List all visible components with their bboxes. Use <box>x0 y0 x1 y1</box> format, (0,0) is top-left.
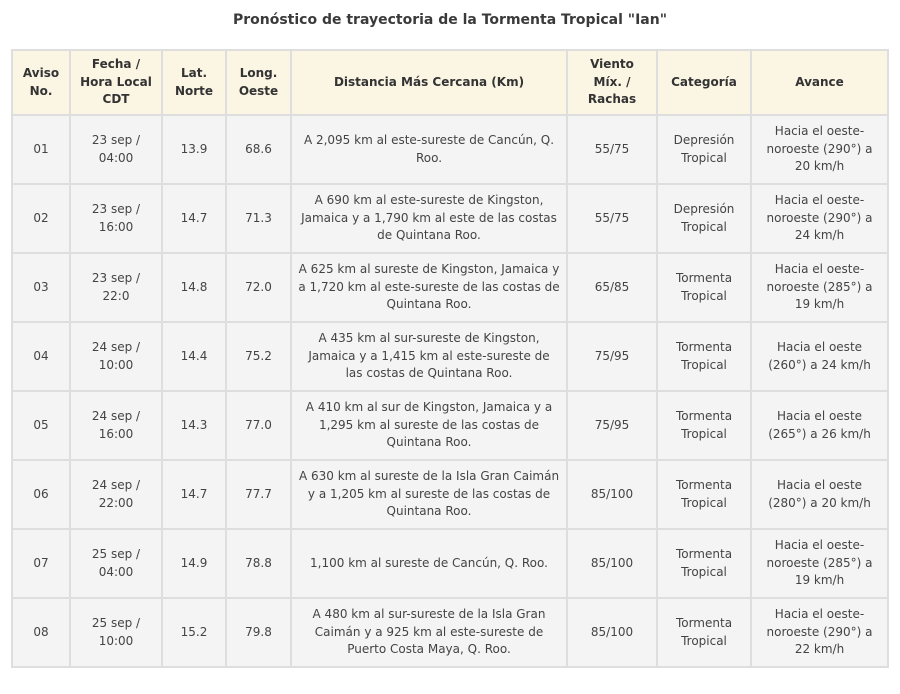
cell-fecha: 24 sep / 16:00 <box>70 391 162 460</box>
table-row <box>12 460 888 529</box>
cell-distancia: A 630 km al sureste de la Isla Gran Caimán y a 1,205 km al sureste de las costas de Quintana Roo. <box>291 460 567 529</box>
cell-viento: 75/95 <box>567 391 657 460</box>
cell-distancia: A 690 km al este-sureste de Kingston, Jamaica y a 1,790 km al este de las costas de Quintana Roo. <box>291 184 567 253</box>
cell-categoria: Tormenta Tropical <box>657 253 751 322</box>
cell-fecha: 25 sep / 04:00 <box>70 529 162 598</box>
page-title: Pronóstico de trayectoria de la Tormenta Tropical "Ian" <box>232 12 667 28</box>
cell-lat: 14.9 <box>162 529 226 598</box>
cell-categoria: Tormenta Tropical <box>657 529 751 598</box>
table-header <box>12 50 888 115</box>
cell-fecha: 23 sep / 22:0 <box>70 253 162 322</box>
cell-distancia: A 625 km al sureste de Kingston, Jamaica y a 1,720 km al este-sureste de las costas de Quintana Roo. <box>291 253 567 322</box>
cell-viento: 55/75 <box>567 115 657 184</box>
cell-distancia: A 2,095 km al este-sureste de Cancún, Q. Roo. <box>291 115 567 184</box>
cell-fecha: 24 sep / 10:00 <box>70 322 162 391</box>
cell-long: 77.0 <box>226 391 291 460</box>
cell-long: 71.3 <box>226 184 291 253</box>
cell-distancia: 1,100 km al sureste de Cancún, Q. Roo. <box>291 529 567 598</box>
cell-aviso: 07 <box>12 529 70 598</box>
cell-avance: Hacia el oeste (260°) a 24 km/h <box>751 322 888 391</box>
cell-avance: Hacia el oeste-noroeste (285°) a 19 km/h <box>751 253 888 322</box>
header-categoria: Categoría <box>657 50 751 115</box>
table-row <box>12 115 888 184</box>
table-body <box>12 115 888 667</box>
cell-lat: 14.4 <box>162 322 226 391</box>
cell-viento: 55/75 <box>567 184 657 253</box>
cell-lat: 14.3 <box>162 391 226 460</box>
cell-categoria: Depresión Tropical <box>657 184 751 253</box>
cell-categoria: Depresión Tropical <box>657 115 751 184</box>
table-row <box>12 253 888 322</box>
cell-aviso: 06 <box>12 460 70 529</box>
cell-avance: Hacia el oeste-noroeste (290°) a 22 km/h <box>751 598 888 667</box>
header-avance: Avance <box>751 50 888 115</box>
cell-aviso: 03 <box>12 253 70 322</box>
cell-distancia: A 435 km al sur-sureste de Kingston, Jamaica y a 1,415 km al este-sureste de las costas de Quintana Roo. <box>291 322 567 391</box>
cell-categoria: Tormenta Tropical <box>657 460 751 529</box>
cell-aviso: 02 <box>12 184 70 253</box>
cell-viento: 65/85 <box>567 253 657 322</box>
cell-viento: 85/100 <box>567 529 657 598</box>
cell-long: 78.8 <box>226 529 291 598</box>
cell-fecha: 23 sep / 16:00 <box>70 184 162 253</box>
table-row <box>12 391 888 460</box>
cell-avance: Hacia el oeste (280°) a 20 km/h <box>751 460 888 529</box>
header-aviso: Aviso No. <box>12 50 70 115</box>
cell-distancia: A 480 km al sur-sureste de la Isla Gran Caimán y a 925 km al este-sureste de Puerto Costa Maya, Q. Roo. <box>291 598 567 667</box>
cell-viento: 85/100 <box>567 460 657 529</box>
cell-fecha: 23 sep / 04:00 <box>70 115 162 184</box>
cell-long: 77.7 <box>226 460 291 529</box>
cell-categoria: Tormenta Tropical <box>657 598 751 667</box>
cell-categoria: Tormenta Tropical <box>657 391 751 460</box>
header-lat: Lat. Norte <box>162 50 226 115</box>
cell-avance: Hacia el oeste (265°) a 26 km/h <box>751 391 888 460</box>
cell-aviso: 05 <box>12 391 70 460</box>
cell-long: 75.2 <box>226 322 291 391</box>
table-row <box>12 598 888 667</box>
header-distancia: Distancia Más Cercana (Km) <box>291 50 567 115</box>
cell-aviso: 04 <box>12 322 70 391</box>
cell-viento: 75/95 <box>567 322 657 391</box>
cell-avance: Hacia el oeste-noroeste (290°) a 20 km/h <box>751 115 888 184</box>
cell-avance: Hacia el oeste-noroeste (290°) a 24 km/h <box>751 184 888 253</box>
table-row <box>12 322 888 391</box>
cell-fecha: 25 sep / 10:00 <box>70 598 162 667</box>
cell-categoria: Tormenta Tropical <box>657 322 751 391</box>
header-fecha: Fecha / Hora Local CDT <box>70 50 162 115</box>
table-row <box>12 529 888 598</box>
cell-aviso: 01 <box>12 115 70 184</box>
cell-lat: 14.8 <box>162 253 226 322</box>
cell-fecha: 24 sep / 22:00 <box>70 460 162 529</box>
cell-lat: 15.2 <box>162 598 226 667</box>
cell-aviso: 08 <box>12 598 70 667</box>
cell-lat: 14.7 <box>162 184 226 253</box>
header-viento: Viento Míx. / Rachas <box>567 50 657 115</box>
cell-lat: 14.7 <box>162 460 226 529</box>
cell-distancia: A 410 km al sur de Kingston, Jamaica y a 1,295 km al sureste de las costas de Quintana Roo. <box>291 391 567 460</box>
cell-viento: 85/100 <box>567 598 657 667</box>
forecast-table <box>11 49 889 668</box>
cell-avance: Hacia el oeste-noroeste (285°) a 19 km/h <box>751 529 888 598</box>
header-long: Long. Oeste <box>226 50 291 115</box>
table-row <box>12 184 888 253</box>
cell-long: 79.8 <box>226 598 291 667</box>
cell-lat: 13.9 <box>162 115 226 184</box>
cell-long: 68.6 <box>226 115 291 184</box>
cell-long: 72.0 <box>226 253 291 322</box>
header-row <box>12 50 888 115</box>
